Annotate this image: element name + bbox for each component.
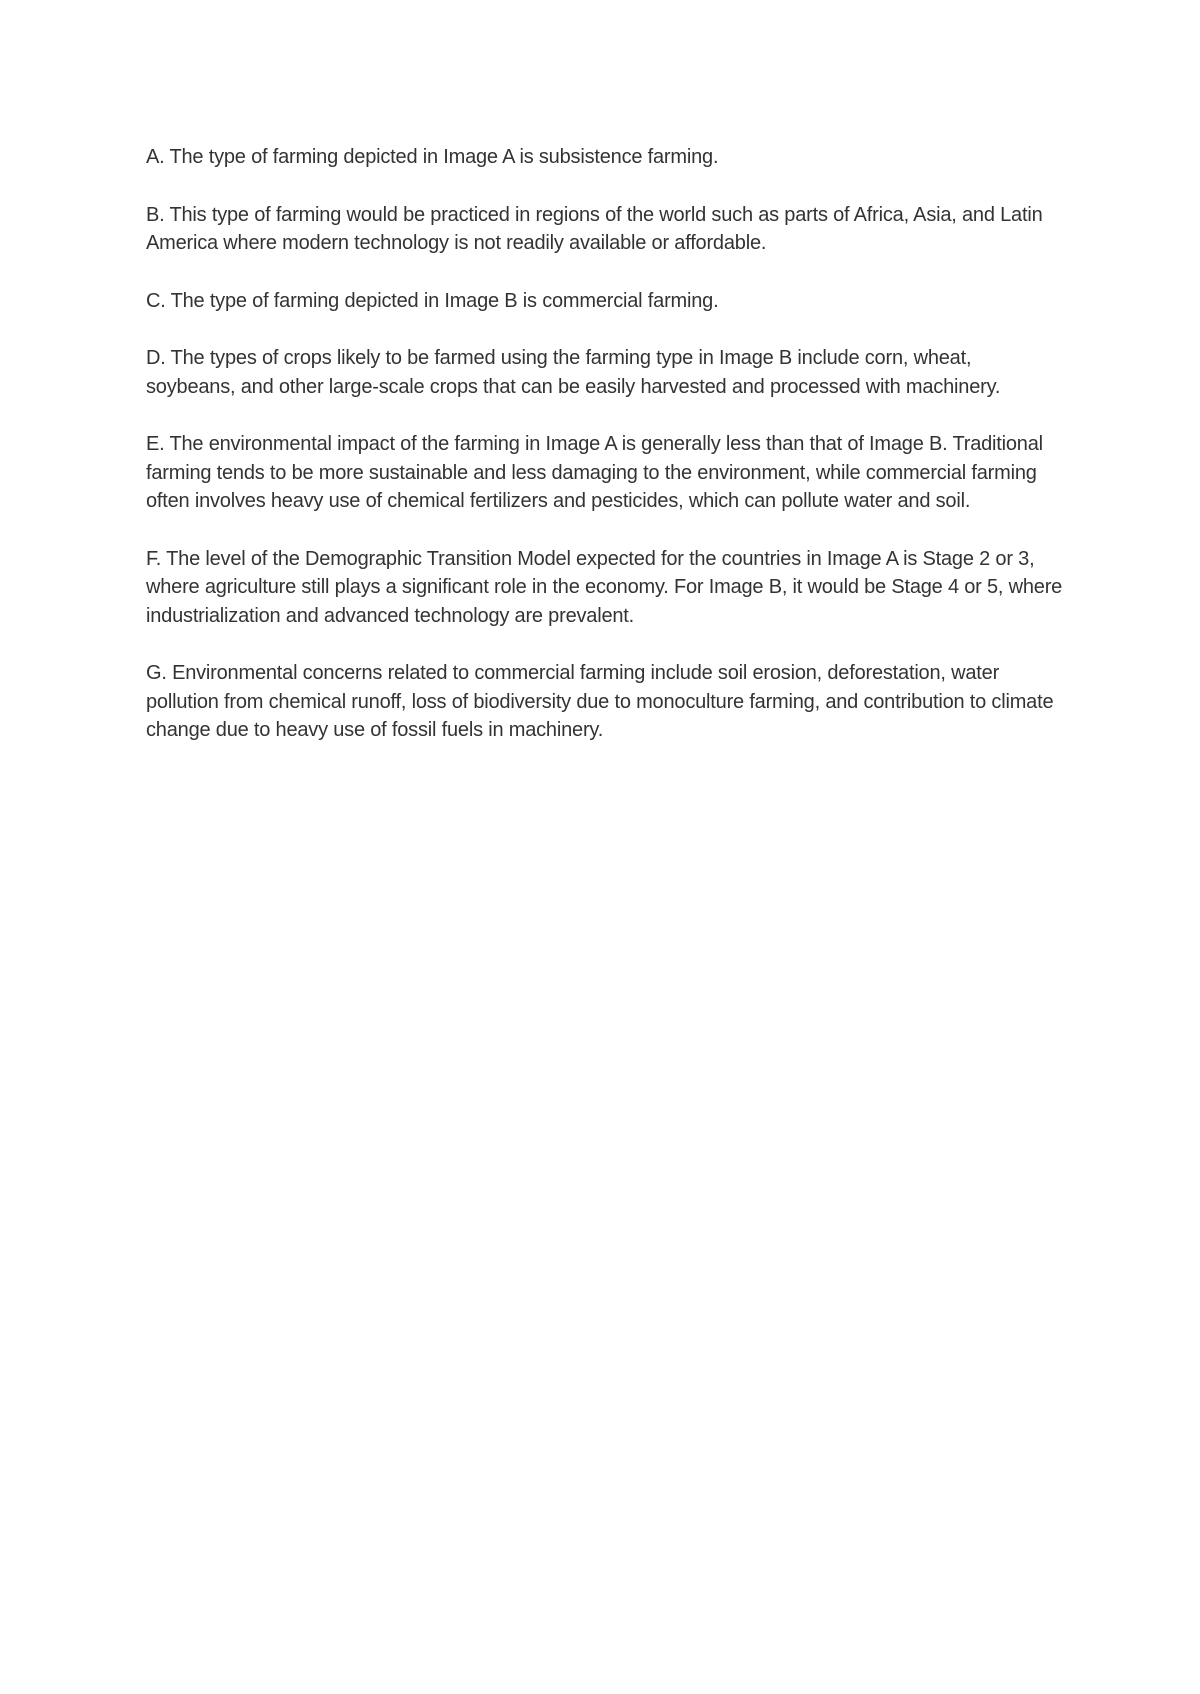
answer-paragraph-a: A. The type of farming depicted in Image A is subsistence farming. [146,146,719,168]
answer-paragraph-b: B. This type of farming would be practiced in regions of the world such as parts of Africa, Asia, and Latin America where modern technology is not readily available or affordable. [146,203,1043,254]
answer-paragraph-e: E. The environmental impact of the farming in Image A is generally less than that of Image B. Traditional farming tends to be more sustainable and less damaging to the environment, while commercial farming often involves heavy use of chemical fertilizers and pesticides, which can pollute water and soil. [146,433,1043,512]
answer-paragraph-g: G. Environmental concerns related to commercial farming include soil erosion, deforestation, water pollution from chemical runoff, loss of biodiversity due to monoculture farming, and contribution to climate change due to heavy use of fossil fuels in machinery. [146,662,1054,741]
answer-paragraph-f: F. The level of the Demographic Transition Model expected for the countries in Image A is Stage 2 or 3, where agriculture still plays a significant role in the economy. For Image B, it would be Stage 4 or 5, where industrialization and advanced technology are prevalent. [146,547,1063,627]
answer-paragraph-d: D. The types of crops likely to be farmed using the farming type in Image B include corn, wheat, soybeans, and other large-scale crops that can be easily harvested and processed with machinery. [146,347,1001,398]
document-body [146,143,1066,774]
answer-paragraph-c: C. The type of farming depicted in Image B is commercial farming. [146,289,719,312]
